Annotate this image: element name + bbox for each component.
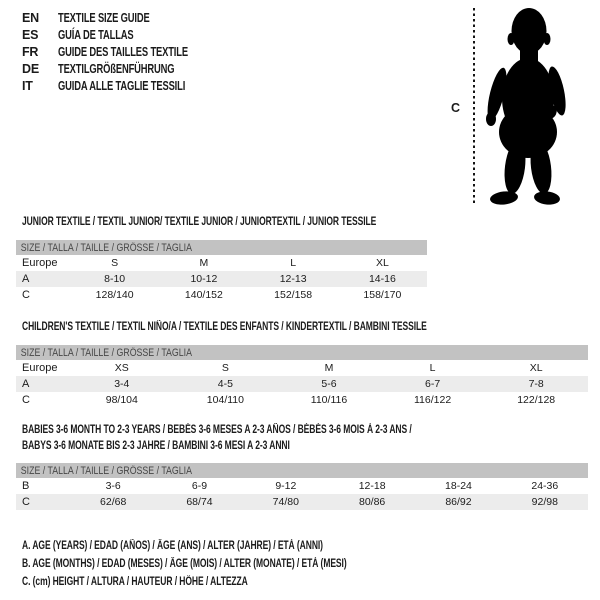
row-label: A xyxy=(22,378,30,390)
size-cell: 104/110 xyxy=(206,394,244,406)
table-row xyxy=(16,360,588,376)
size-cell: 7-8 xyxy=(528,378,544,390)
table-row xyxy=(16,287,427,303)
size-cell: M xyxy=(324,362,334,374)
size-cell: S xyxy=(221,362,229,374)
size-cell: 12-18 xyxy=(358,480,386,492)
size-cell: 68/74 xyxy=(186,496,213,508)
size-cell: 3-6 xyxy=(105,480,121,492)
row-label: Europe xyxy=(22,362,58,374)
row-label: B xyxy=(22,480,30,492)
language-row xyxy=(22,77,231,94)
footnote-age-years: A. AGE (YEARS) / EDAD (AÑOS) / ÂGE (ANS) / ALTER (JAHRE) / ETÀ (ANNI) xyxy=(22,540,323,552)
size-cell: 8-10 xyxy=(104,273,126,285)
size-cell: 6-7 xyxy=(424,378,441,390)
table-row xyxy=(16,494,588,510)
toddler-silhouette-icon xyxy=(484,6,568,208)
size-cell: 128/140 xyxy=(95,289,134,301)
language-code: DE xyxy=(22,61,39,76)
table-row xyxy=(16,392,588,408)
footnote-age-months: B. AGE (MONTHS) / EDAD (MESES) / ÂGE (MOIS) / ALTER (MONATE) / ETÀ (MESI) xyxy=(22,558,347,570)
language-list xyxy=(22,9,231,94)
size-cell: 9-12 xyxy=(275,480,297,492)
language-code: ES xyxy=(22,27,39,42)
size-cell: L xyxy=(429,362,436,374)
language-row xyxy=(22,60,231,77)
size-cell: 74/80 xyxy=(272,496,299,508)
height-measure-label: C xyxy=(451,101,461,115)
row-label: C xyxy=(22,496,30,508)
table-row xyxy=(16,271,427,287)
language-row xyxy=(22,43,231,60)
size-cell: 86/92 xyxy=(445,496,472,508)
size-cell: XL xyxy=(375,257,389,269)
table-row xyxy=(16,255,427,271)
row-label: C xyxy=(22,289,30,301)
children-table-title: CHILDREN'S TEXTILE / TEXTIL NIÑO/A / TEXTILE DES ENFANTS / KINDERTEXTIL / BAMBINI TESSILE xyxy=(22,321,427,333)
size-header-label: SIZE / TALLA / TAILLE / GRÖSSE / TAGLIA xyxy=(20,464,192,477)
size-cell: 4-5 xyxy=(217,378,233,390)
children-table-rows xyxy=(16,360,588,408)
size-cell: M xyxy=(199,257,209,269)
size-cell: 80/86 xyxy=(359,496,386,508)
babies-table-title-line1: BABIES 3-6 MONTH TO 2-3 YEARS / BEBÉS 3-6 MESES A 2-3 AÑOS / BÉBÉS 3-6 MOIS À 2-3 ANS / xyxy=(22,424,412,436)
junior-table-title: JUNIOR TEXTILE / TEXTIL JUNIOR/ TEXTILE JUNIOR / JUNIORTEXTIL / JUNIOR TESSILE xyxy=(22,216,377,228)
size-cell: XS xyxy=(114,362,129,374)
size-cell: 92/98 xyxy=(531,496,558,508)
size-cell: 5-6 xyxy=(321,378,337,390)
row-label: Europe xyxy=(22,257,58,269)
babies-table-title-line2: BABYS 3-6 MONATE BIS 2-3 JAHRE / BAMBINI 3-6 MESI A 2-3 ANNI xyxy=(22,440,290,452)
size-header-label: SIZE / TALLA / TAILLE / GRÖSSE / TAGLIA xyxy=(20,346,192,359)
language-label: GUIDE DES TAILLES TEXTILE xyxy=(58,44,188,59)
size-cell: 14-16 xyxy=(368,273,396,285)
size-cell: 18-24 xyxy=(445,480,472,492)
row-label: C xyxy=(22,394,30,406)
children-size-table xyxy=(16,345,588,408)
height-dashed-line xyxy=(473,8,475,206)
size-cell: 140/152 xyxy=(184,289,223,301)
size-cell: S xyxy=(111,257,119,269)
table-row xyxy=(16,478,588,494)
size-cell: L xyxy=(290,257,297,269)
language-row xyxy=(22,9,231,26)
size-header-label: SIZE / TALLA / TAILLE / GRÖSSE / TAGLIA xyxy=(20,241,192,254)
size-cell: 116/122 xyxy=(413,394,452,406)
size-cell: 152/158 xyxy=(274,289,313,301)
size-cell: 12-13 xyxy=(279,273,307,285)
size-cell: 10-12 xyxy=(190,273,218,285)
footnote-height-cm: C. (cm) HEIGHT / ALTURA / HAUTEUR / HÖHE / ALTEZZA xyxy=(22,576,248,588)
size-cell: 110/116 xyxy=(310,394,348,406)
language-code: IT xyxy=(22,78,33,93)
language-label: GUIDA ALLE TAGLIE TESSILI xyxy=(58,78,186,93)
row-label: A xyxy=(22,273,30,285)
language-code: EN xyxy=(22,10,39,25)
footnotes xyxy=(22,540,461,594)
babies-table-rows xyxy=(16,478,588,510)
language-code: FR xyxy=(22,44,39,59)
size-cell: 6-9 xyxy=(191,480,208,492)
size-cell: 24-36 xyxy=(531,480,559,492)
size-cell: 3-4 xyxy=(114,378,130,390)
size-cell: 122/128 xyxy=(517,394,556,406)
language-label: TEXTILE SIZE GUIDE xyxy=(58,10,150,25)
size-cell: 62/68 xyxy=(100,496,127,508)
size-cell: 158/170 xyxy=(363,289,402,301)
junior-size-table xyxy=(16,240,427,303)
table-row xyxy=(16,376,588,392)
junior-table-rows xyxy=(16,255,427,303)
size-cell: 98/104 xyxy=(105,394,138,406)
size-header-bar xyxy=(16,463,588,478)
size-header-bar xyxy=(16,240,427,255)
language-label: TEXTILGRÖßENFÜHRUNG xyxy=(58,61,175,76)
size-cell: XL xyxy=(529,362,543,374)
size-header-bar xyxy=(16,345,588,360)
babies-size-table xyxy=(16,463,588,510)
language-row xyxy=(22,26,231,43)
language-label: GUÍA DE TALLAS xyxy=(58,27,134,42)
